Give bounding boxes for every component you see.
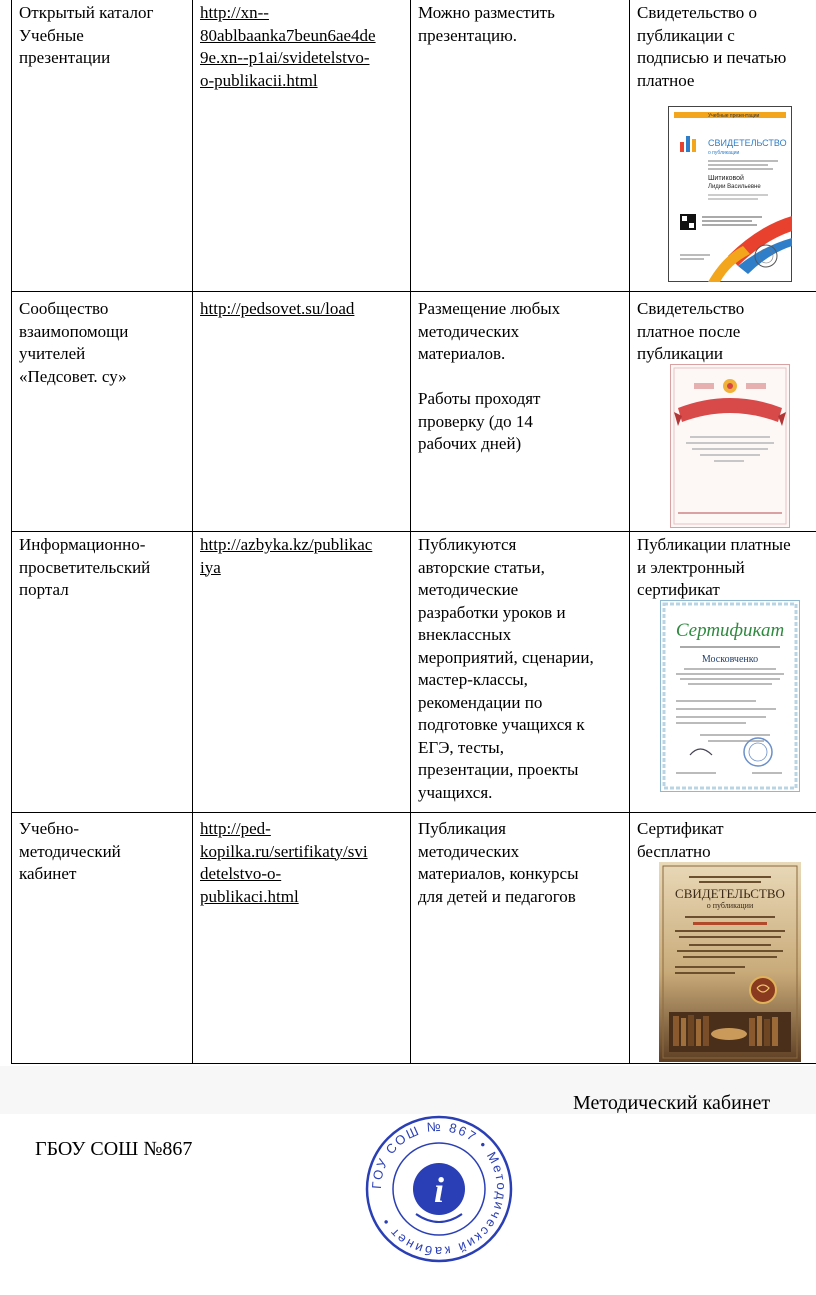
site-name: Сообщество взаимопомощи учителей «Педсовет. су» bbox=[19, 299, 129, 386]
site-name: Открытый каталог Учебные презентации bbox=[19, 3, 154, 67]
site-link[interactable]: http://ped- kopilka.ru/sertifikaty/svi detelstvo-o- publikaci.html bbox=[200, 819, 368, 906]
site-description: Публикация методических материалов, конкурсы для детей и педагогов bbox=[418, 819, 579, 906]
site-link[interactable]: http://xn-- 80ablbaanka7beun6ae4de 9e.xn--p1ai/svidetelstvo- o-publikacii.html bbox=[200, 3, 376, 90]
thumb-title: Сертификат bbox=[675, 620, 785, 641]
school-stamp bbox=[364, 1114, 514, 1264]
row-divider bbox=[11, 291, 816, 292]
thumb-title: СВИДЕТЕЛЬСТВО bbox=[708, 138, 787, 148]
stamp-ring-text: ГОУ СОШ № 867 • Методический кабинет • bbox=[368, 1118, 510, 1260]
table-divider bbox=[192, 0, 193, 1064]
site-description: Размещение любых методических материалов. Работы проходят проверку (до 14 рабочих дней) bbox=[418, 299, 561, 453]
certificate-info: Свидетельство платное после публикации bbox=[637, 299, 745, 363]
table-border-bottom bbox=[11, 1063, 816, 1064]
site-description: Можно разместить презентацию. bbox=[418, 3, 555, 45]
certificate-info: Сертификат бесплатно bbox=[637, 819, 724, 861]
site-link[interactable]: http://azbyka.kz/publikac iya bbox=[200, 535, 373, 577]
site-link[interactable]: http://pedsovet.su/load bbox=[200, 299, 355, 318]
thumb-subtitle: о публикации bbox=[706, 901, 754, 910]
certificate-image bbox=[670, 364, 790, 528]
site-name: Учебно- методический кабинет bbox=[19, 819, 121, 883]
site-name: Информационно- просветительский портал bbox=[19, 535, 151, 599]
row-divider bbox=[11, 531, 816, 532]
certificate-info: Свидетельство о публикации с подписью и печатью платное bbox=[637, 3, 787, 90]
footer-school: ГБОУ СОШ №867 bbox=[35, 1138, 193, 1160]
table-border-left bbox=[11, 0, 12, 1064]
table-divider bbox=[410, 0, 411, 1064]
thumb-subtitle: о публикации bbox=[708, 150, 740, 156]
thumb-person: Московченко bbox=[701, 654, 759, 665]
thumb-person: Лидии Васильевне bbox=[708, 184, 761, 190]
certificate-image bbox=[659, 862, 801, 1062]
certificate-image bbox=[660, 600, 800, 792]
certificate-info: Публикации платные и электронный сертификат bbox=[637, 535, 791, 599]
row-divider bbox=[11, 812, 816, 813]
site-description: Публикуются авторские статьи, методические разработки уроков и внеклассных мероприятий, сценарии, мастер-классы, рекомендации по подготовке учащихся к ЕГЭ, тесты, презентации, проекты учащихся. bbox=[418, 535, 594, 802]
certificate-image bbox=[668, 106, 792, 282]
thumb-title: СВИДЕТЕЛЬСТВО bbox=[675, 886, 785, 901]
info-icon: i bbox=[433, 1170, 445, 1210]
thumb-header: Учебные презентации bbox=[708, 113, 760, 119]
thumb-person: Шитиковой bbox=[708, 175, 744, 182]
table-divider bbox=[629, 0, 630, 1064]
footer-department: Методический кабинет bbox=[573, 1092, 771, 1114]
